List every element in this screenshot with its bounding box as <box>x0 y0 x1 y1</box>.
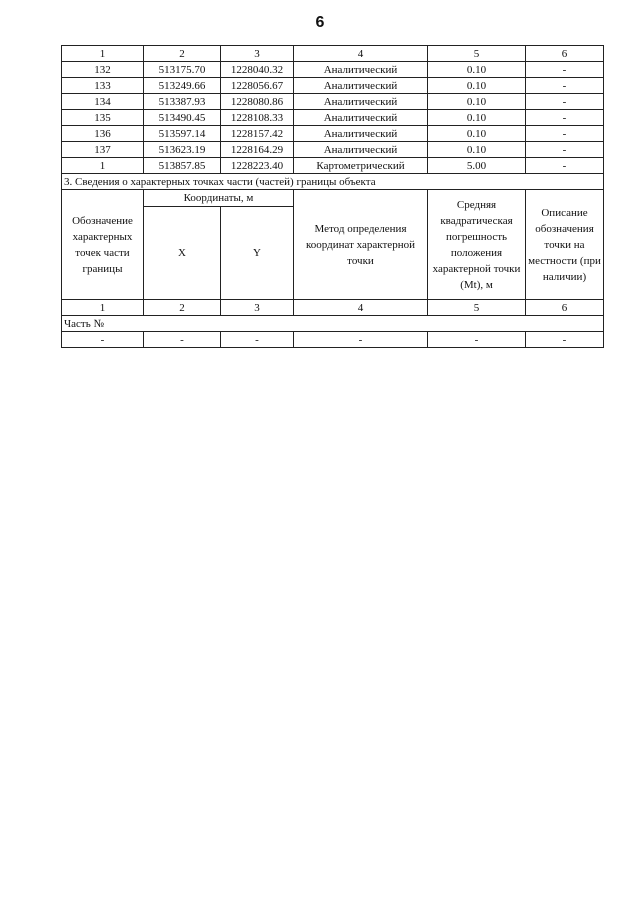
column-number: 6 <box>526 300 604 316</box>
accuracy-cell: - <box>428 332 526 348</box>
accuracy-cell: 0.10 <box>428 62 526 78</box>
table-row <box>62 94 604 110</box>
point-id-cell: 137 <box>62 142 144 158</box>
method-cell: Аналитический <box>294 78 428 94</box>
method-cell: - <box>294 332 428 348</box>
coordinates-header: Координаты, м <box>144 190 294 207</box>
table-row <box>62 126 604 142</box>
accuracy-cell: 5.00 <box>428 158 526 174</box>
table-row <box>62 158 604 174</box>
description-cell: - <box>526 62 604 78</box>
description-cell: - <box>526 126 604 142</box>
y-cell: 1228157.42 <box>221 126 294 142</box>
column-number: 1 <box>62 46 144 62</box>
x-cell: 513490.45 <box>144 110 221 126</box>
description-header: Описание обозначения точки на местности (при наличии) <box>526 190 604 300</box>
accuracy-cell: 0.10 <box>428 126 526 142</box>
point-id-cell: 133 <box>62 78 144 94</box>
y-cell: 1228056.67 <box>221 78 294 94</box>
description-cell: - <box>526 78 604 94</box>
method-cell: Картометрический <box>294 158 428 174</box>
y-cell: 1228223.40 <box>221 158 294 174</box>
table-column-numbers-row <box>62 46 604 62</box>
y-cell: - <box>221 332 294 348</box>
designation-header: Обозначение характерных точек части границы <box>62 190 144 300</box>
coordinates-table <box>61 45 604 348</box>
y-header: Y <box>221 207 294 300</box>
point-id-cell: 136 <box>62 126 144 142</box>
table-row <box>62 62 604 78</box>
x-cell: 513623.19 <box>144 142 221 158</box>
description-cell: - <box>526 332 604 348</box>
x-header: X <box>144 207 221 300</box>
column-number: 4 <box>294 300 428 316</box>
method-cell: Аналитический <box>294 62 428 78</box>
section-title: 3. Сведения о характерных точках части (частей) границы объекта <box>62 174 604 190</box>
description-cell: - <box>526 110 604 126</box>
method-cell: Аналитический <box>294 142 428 158</box>
description-cell: - <box>526 158 604 174</box>
section-title-row <box>62 174 604 190</box>
column-number: 4 <box>294 46 428 62</box>
part-row <box>62 316 604 332</box>
accuracy-cell: 0.10 <box>428 142 526 158</box>
header-row-top <box>62 190 604 207</box>
point-id-cell: 134 <box>62 94 144 110</box>
accuracy-cell: 0.10 <box>428 94 526 110</box>
point-id-cell: 135 <box>62 110 144 126</box>
point-id-cell: 132 <box>62 62 144 78</box>
column-number: 2 <box>144 46 221 62</box>
method-cell: Аналитический <box>294 110 428 126</box>
table-row <box>62 332 604 348</box>
column-number: 2 <box>144 300 221 316</box>
x-cell: 513387.93 <box>144 94 221 110</box>
column-number: 3 <box>221 46 294 62</box>
part-label: Часть № <box>62 316 604 332</box>
column-number: 3 <box>221 300 294 316</box>
column-number: 6 <box>526 46 604 62</box>
description-cell: - <box>526 94 604 110</box>
method-cell: Аналитический <box>294 94 428 110</box>
y-cell: 1228040.32 <box>221 62 294 78</box>
description-cell: - <box>526 142 604 158</box>
table-row <box>62 110 604 126</box>
table-row <box>62 78 604 94</box>
accuracy-cell: 0.10 <box>428 110 526 126</box>
y-cell: 1228164.29 <box>221 142 294 158</box>
accuracy-cell: 0.10 <box>428 78 526 94</box>
x-cell: 513175.70 <box>144 62 221 78</box>
point-id-cell: 1 <box>62 158 144 174</box>
column-number: 5 <box>428 300 526 316</box>
section-column-numbers-row <box>62 300 604 316</box>
page-number: 6 <box>315 14 325 31</box>
point-id-cell: - <box>62 332 144 348</box>
accuracy-header: Средняя квадратическая погрешность положения характерной точки (Mt), м <box>428 190 526 300</box>
y-cell: 1228108.33 <box>221 110 294 126</box>
x-cell: 513597.14 <box>144 126 221 142</box>
column-number: 1 <box>62 300 144 316</box>
method-header: Метод определения координат характерной точки <box>294 190 428 300</box>
x-cell: 513857.85 <box>144 158 221 174</box>
y-cell: 1228080.86 <box>221 94 294 110</box>
table-row <box>62 142 604 158</box>
x-cell: - <box>144 332 221 348</box>
method-cell: Аналитический <box>294 126 428 142</box>
column-number: 5 <box>428 46 526 62</box>
x-cell: 513249.66 <box>144 78 221 94</box>
